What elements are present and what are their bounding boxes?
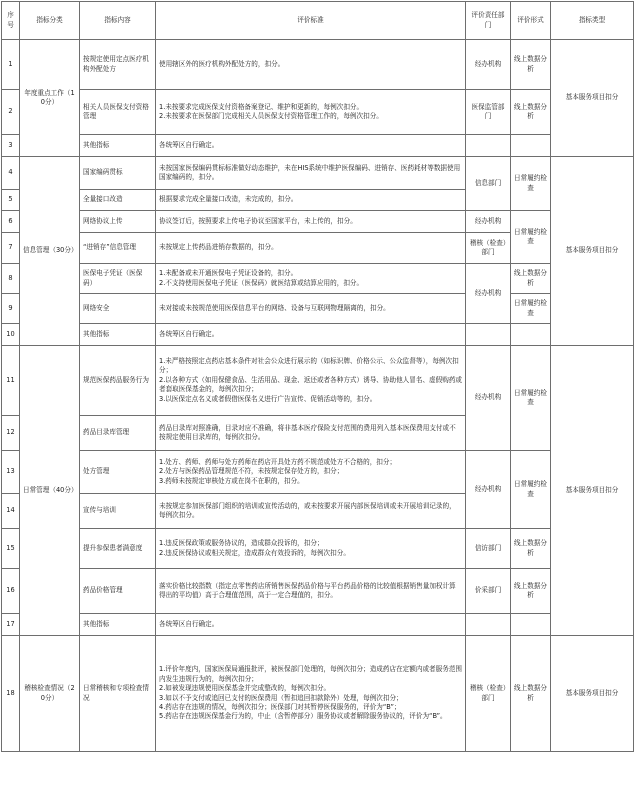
- dept-cell: [466, 324, 511, 346]
- method-cell: 日常履约检查: [511, 346, 551, 451]
- criteria-cell: [156, 416, 466, 451]
- criteria-line: 3.药师未按规定审核处方或在岗不在职的，扣分。: [159, 476, 304, 485]
- criteria-cell: [156, 90, 466, 135]
- criteria-line: 各统筹区自行确定。: [159, 329, 219, 338]
- dept-cell: 经办机构: [466, 40, 511, 90]
- criteria-cell: [156, 529, 466, 569]
- row-number: 15: [2, 529, 20, 569]
- criteria-line: 2.如被发现违规使用医保基金并完成整改的，每例次扣分。: [159, 684, 331, 693]
- method-cell: [511, 614, 551, 636]
- table-row: [2, 211, 634, 233]
- method-cell: 线上数据分析: [511, 529, 551, 569]
- table-header-row: [2, 2, 634, 40]
- method-cell: 日常履约检查: [511, 451, 551, 529]
- row-number: 8: [2, 264, 20, 294]
- method-cell: 日常履约检查: [511, 294, 551, 324]
- criteria-line: 4.药店存在违规的情况，每例次扣分；医保部门对其暂停医保服务的，评价为“B”；: [159, 702, 401, 711]
- row-number: 13: [2, 451, 20, 494]
- indicator-content: 药品价格管理: [80, 569, 156, 614]
- criteria-line: 1.未配备或未开通医保电子凭证设备的，扣分。: [159, 269, 298, 278]
- indicator-content: 其他指标: [80, 614, 156, 636]
- method-cell: 日常履约检查: [511, 157, 551, 211]
- table-row: [2, 346, 634, 416]
- header-dept: 评价责任部门: [466, 2, 511, 40]
- row-number: 1: [2, 40, 20, 90]
- dept-cell: 医保监管部门: [466, 90, 511, 135]
- dept-cell: 经办机构: [466, 211, 511, 233]
- row-number: 10: [2, 324, 20, 346]
- row-number: 5: [2, 190, 20, 211]
- dept-cell: 经办机构: [466, 346, 511, 451]
- indicator-content: 规范医保药品服务行为: [80, 346, 156, 416]
- criteria-cell: [156, 135, 466, 157]
- criteria-line: 1.未按要求完成医保支付资格备案登记、维护和更新的，每例次扣分。: [159, 102, 364, 111]
- header-criteria: 评价标准: [156, 2, 466, 40]
- row-number: 6: [2, 211, 20, 233]
- method-cell: 线上数据分析: [511, 264, 551, 294]
- dept-cell: 稽核（检查）部门: [466, 636, 511, 752]
- criteria-line: 2.未按要求在医保部门完成相关人员医保支付资格管理工作的，每例次扣分。: [159, 112, 383, 120]
- criteria-cell: [156, 211, 466, 233]
- dept-cell: 信息部门: [466, 157, 511, 211]
- table-row: [2, 90, 634, 135]
- row-number: 14: [2, 494, 20, 529]
- category-cell: 稽核检查情况（20分）: [20, 636, 80, 752]
- table-row: [2, 569, 634, 614]
- dept-cell: 稽核（检查）部门: [466, 233, 511, 264]
- table-row: [2, 264, 634, 294]
- indicator-content: 提升参保患者满意度: [80, 529, 156, 569]
- criteria-cell: [156, 614, 466, 636]
- table-row: [2, 614, 634, 636]
- header-content: 指标内容: [80, 2, 156, 40]
- indicator-content: 网络协议上传: [80, 211, 156, 233]
- indicator-content: 宣传与培训: [80, 494, 156, 529]
- row-number: 3: [2, 135, 20, 157]
- method-cell: [511, 324, 551, 346]
- criteria-line: 1.违反医保政策或服务协议的，造成群众投诉的，扣分；: [159, 539, 324, 548]
- criteria-line: 未按国家医保编码贯标标准做好动态维护，未在HIS系统中维护医保编码、进销存、医药耗材等数据使用国家编码的，扣分。: [159, 163, 461, 181]
- table-row: [2, 40, 634, 90]
- row-number: 16: [2, 569, 20, 614]
- criteria-cell: [156, 40, 466, 90]
- criteria-line: 协议签订后，按照要求上传电子协议至国家平台，未上传的，扣分。: [159, 216, 357, 225]
- criteria-line: 未按规定参加医保部门组织的培训或宣传活动的，或未按要求开展内部医保培训或未开展培训记录的，每例次扣分。: [159, 501, 456, 519]
- dept-cell: [466, 135, 511, 157]
- criteria-line: 3.以医保定点名义或者假借医保名义进行广告宣传、促销活动等的，扣分。: [159, 394, 377, 403]
- table-row: [2, 451, 634, 494]
- row-number: 18: [2, 636, 20, 752]
- criteria-line: 各统筹区自行确定。: [159, 619, 219, 628]
- method-cell: 线上数据分析: [511, 40, 551, 90]
- indicator-content: 网络安全: [80, 294, 156, 324]
- table-row: [2, 529, 634, 569]
- header-type: 指标类型: [551, 2, 634, 40]
- criteria-line: 2.不支持使用医保电子凭证（医保码）就医结算或结算应用的，扣分。: [159, 278, 364, 287]
- method-cell: 线上数据分析: [511, 90, 551, 135]
- criteria-line: 未按规定上传药品进销存数据的，扣分。: [159, 243, 278, 252]
- criteria-line: 1.处方、药师、药师与处方药师在药店开具处方药不规范或处方不合格的，扣分；: [159, 457, 397, 466]
- row-number: 17: [2, 614, 20, 636]
- indicator-content: 全量接口改造: [80, 190, 156, 211]
- table-row: [2, 157, 634, 190]
- table-row: [2, 636, 634, 752]
- indicator-content: 日常稽核和专项检查情况: [80, 636, 156, 752]
- row-number: 2: [2, 90, 20, 135]
- criteria-line: 药品目录库对照准确，目录对应不准确，将非基本医疗保险支付范围的费用列入基本医保费用支付或不按规定使用目录库的，每例次扣分。: [159, 423, 456, 441]
- criteria-cell: [156, 233, 466, 264]
- table-row: [2, 135, 634, 157]
- indicator-content: 相关人员医保支付资格管理: [80, 90, 156, 135]
- dept-cell: 经办机构: [466, 451, 511, 529]
- indicator-content: 其他指标: [80, 135, 156, 157]
- method-cell: 日常履约检查: [511, 211, 551, 264]
- table-row: [2, 294, 634, 324]
- row-number: 9: [2, 294, 20, 324]
- indicator-content: 其他指标: [80, 324, 156, 346]
- indicator-content: 处方管理: [80, 451, 156, 494]
- indicator-content: 药品目录库管理: [80, 416, 156, 451]
- criteria-line: 2.违反医保协议或相关规定，造成群众有效投诉的，每例次扣分。: [159, 548, 350, 557]
- indicator-content: 按规定使用定点医疗机构外配处方: [80, 40, 156, 90]
- header-method: 评价形式: [511, 2, 551, 40]
- dept-cell: 信访部门: [466, 529, 511, 569]
- dept-cell: [466, 614, 511, 636]
- row-number: 4: [2, 157, 20, 190]
- type-cell: 基本服务项目扣分: [551, 40, 634, 157]
- criteria-line: 使用辖区外的医疗机构外配处方的，扣分。: [159, 59, 285, 68]
- criteria-line: 1.未严格按照定点药店基本条件对社会公众进行展示的（如标识牌、价格公示、公众监督等），每例次扣分；: [159, 357, 459, 375]
- type-cell: 基本服务项目扣分: [551, 636, 634, 752]
- criteria-cell: [156, 636, 466, 752]
- criteria-line: 1.评价年度内，国家医保局通报批评，被医保部门处理的，每例次扣分；造成药店在定额内或者服务范围内发生违规行为的，每例次扣分；: [159, 665, 463, 683]
- criteria-cell: [156, 324, 466, 346]
- category-cell: 信息管理（30分）: [20, 157, 80, 346]
- method-cell: 线上数据分析: [511, 636, 551, 752]
- indicator-content: 国家编码贯标: [80, 157, 156, 190]
- type-cell: 基本服务项目扣分: [551, 346, 634, 636]
- dept-cell: 经办机构: [466, 264, 511, 324]
- header-no: 序号: [2, 2, 20, 40]
- criteria-line: 落实价格比较指数（指定点零售药店所销售医保药品价格与平台药品价格的比较值根据销售量加权计算得出的平均值）高于合理值范围，高于一定合理值的，扣分。: [159, 581, 456, 599]
- row-number: 7: [2, 233, 20, 264]
- criteria-cell: [156, 294, 466, 324]
- criteria-cell: [156, 157, 466, 190]
- table-row: [2, 324, 634, 346]
- criteria-cell: [156, 190, 466, 211]
- criteria-line: 2.处方与医保药品管理规范不符，未按规定保存处方的，扣分；: [159, 467, 344, 476]
- criteria-cell: [156, 264, 466, 294]
- indicator-content: “进销存”信息管理: [80, 233, 156, 264]
- criteria-line: 5.药店存在违规医保基金行为的，中止（含暂停部分）服务协议或者解除服务协议的，评价为“B”。: [159, 712, 447, 721]
- method-cell: [511, 135, 551, 157]
- criteria-line: 2.以各种方式（如用保健食品、生活用品、现金、返还或者各种方式）诱导、协助他人冒名、虚假购药或者套取医保基金的，每例次扣分；: [159, 375, 463, 394]
- criteria-cell: [156, 346, 466, 416]
- evaluation-table: [1, 1, 634, 752]
- header-category: 指标分类: [20, 2, 80, 40]
- type-cell: 基本服务项目扣分: [551, 157, 634, 346]
- dept-cell: 价采部门: [466, 569, 511, 614]
- criteria-line: 根据要求完成全量接口改造，未完成的，扣分。: [159, 195, 298, 204]
- criteria-line: 各统筹区自行确定。: [159, 140, 219, 149]
- criteria-cell: [156, 451, 466, 494]
- category-cell: 日常管理（40分）: [20, 346, 80, 636]
- criteria-cell: [156, 569, 466, 614]
- criteria-line: 未对接或未按规范使用医保信息平台的网络、设备与互联网物理隔离的，扣分。: [159, 303, 390, 312]
- criteria-line: 3.如以不予支付或追回已支付的医保费用（暂扣追回扣款除外）处理，每例次扣分；: [159, 693, 403, 702]
- row-number: 11: [2, 346, 20, 416]
- category-cell: 年度重点工作（10分）: [20, 40, 80, 157]
- row-number: 12: [2, 416, 20, 451]
- criteria-cell: [156, 494, 466, 529]
- indicator-content: 医保电子凭证（医保码）: [80, 264, 156, 294]
- method-cell: 线上数据分析: [511, 569, 551, 614]
